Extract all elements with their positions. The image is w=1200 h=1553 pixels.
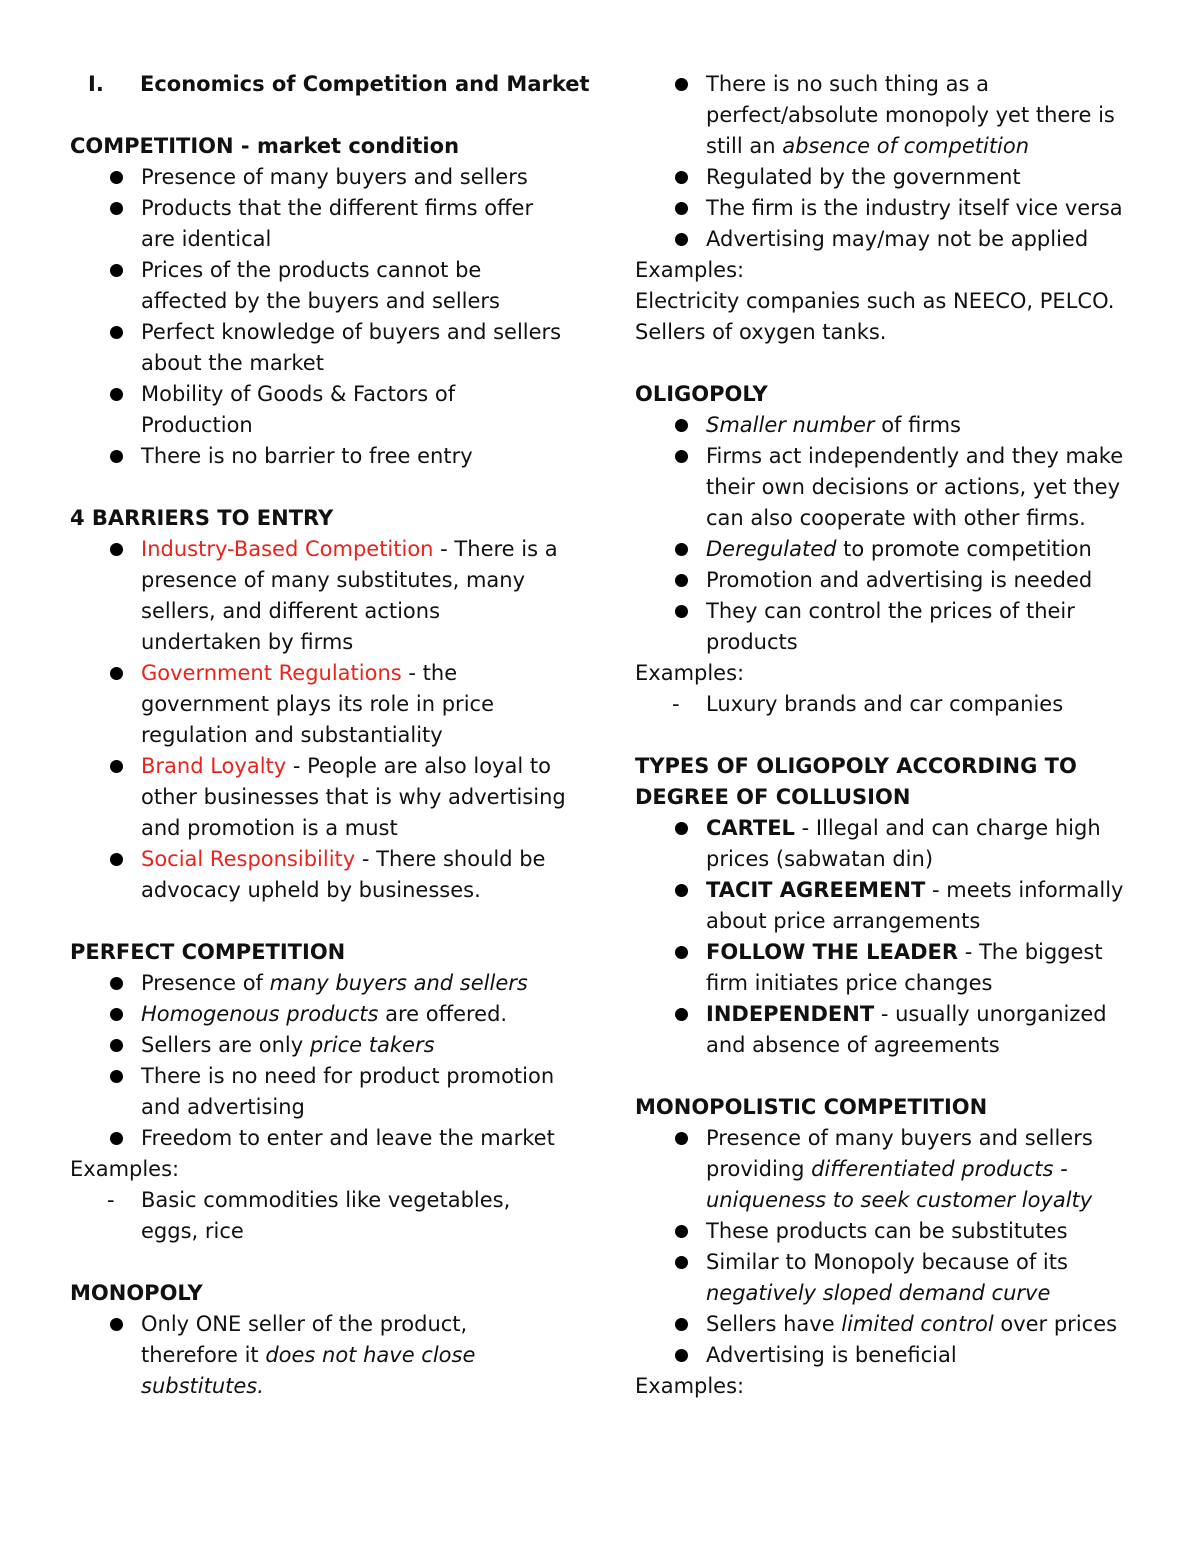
bullet-icon (675, 574, 688, 587)
list-item: Mobility of Goods & Factors of (70, 379, 570, 410)
list-item-continuation: uniqueness to seek customer loyalty (706, 1188, 1093, 1212)
list-item-continuation: undertaken by firms (141, 630, 354, 654)
bullet-icon (675, 450, 688, 463)
monopolistic-heading: MONOPOLISTIC COMPETITION (635, 1095, 988, 1119)
oligopoly-heading: OLIGOPOLY (635, 382, 768, 406)
bullet-icon (110, 1132, 123, 1145)
bullet-icon (110, 1070, 123, 1083)
bullet-icon (110, 1008, 123, 1021)
bullet-icon (675, 605, 688, 618)
list-item: Sellers have limited control over prices (635, 1309, 1135, 1340)
oligopoly-types-heading-cont: DEGREE OF COLLUSION (635, 785, 911, 809)
list-item-continuation: negatively sloped demand curve (706, 1281, 1051, 1305)
title-text: Economics of Competition and Market (140, 72, 590, 96)
list-item-continuation: sellers, and different actions (141, 599, 441, 623)
example-text: Electricity companies such as NEECO, PELCO. (635, 289, 1115, 313)
examples-label: Examples: (70, 1157, 180, 1181)
list-item: Sellers are only price takers (70, 1030, 570, 1061)
list-item: Smaller number of firms (635, 410, 1135, 441)
bullet-icon (675, 419, 688, 432)
list-item-continuation: perfect/absolute monopoly yet there is (706, 103, 1115, 127)
list-item-continuation: and advertising (141, 1095, 305, 1119)
list-item: Firms act independently and they make (635, 441, 1135, 472)
bullet-icon (675, 1256, 688, 1269)
list-item-continuation: regulation and substantiality (141, 723, 443, 747)
list-item-continuation: other businesses that is why advertising (141, 785, 566, 809)
list-item: There is no such thing as a (635, 69, 1135, 100)
list-item: TACIT AGREEMENT - meets informally (635, 875, 1135, 906)
bullet-icon (675, 822, 688, 835)
list-item: Advertising is beneficial (635, 1340, 1135, 1371)
barrier-term: Brand Loyalty (141, 754, 287, 778)
bullet-icon (675, 233, 688, 246)
bullet-icon (675, 78, 688, 91)
list-item-continuation: affected by the buyers and sellers (141, 289, 500, 313)
list-item: CARTEL - Illegal and can charge high (635, 813, 1135, 844)
list-item-continuation: government plays its role in price (141, 692, 494, 716)
list-item: Deregulated to promote competition (635, 534, 1135, 565)
list-item: The firm is the industry itself vice versa (635, 193, 1135, 224)
list-item: Presence of many buyers and sellers (70, 968, 570, 999)
list-item: They can control the prices of their (635, 596, 1135, 627)
bullet-icon (675, 1225, 688, 1238)
bullet-icon (675, 884, 688, 897)
example-text: Sellers of oxygen tanks. (635, 320, 887, 344)
list-item: Advertising may/may not be applied (635, 224, 1135, 255)
list-item: Freedom to enter and leave the market (70, 1123, 570, 1154)
barrier-term: Industry-Based Competition (141, 537, 434, 561)
list-item-continuation: their own decisions or actions, yet they (706, 475, 1121, 499)
bullet-icon (110, 667, 123, 680)
bullet-icon (675, 171, 688, 184)
list-item: There is no barrier to free entry (70, 441, 570, 472)
document-title (70, 69, 590, 100)
oligopoly-types-heading: TYPES OF OLIGOPOLY ACCORDING TO (635, 754, 1077, 778)
list-item: Social Responsibility - There should be (70, 844, 570, 875)
list-item: Brand Loyalty - People are also loyal to (70, 751, 570, 782)
list-item: INDEPENDENT - usually unorganized (635, 999, 1135, 1030)
barriers-heading: 4 BARRIERS TO ENTRY (70, 506, 334, 530)
list-item-continuation: prices (sabwatan din) (706, 847, 934, 871)
examples-label: Examples: (635, 661, 745, 685)
examples-label: Examples: (635, 258, 745, 282)
bullet-icon (110, 450, 123, 463)
bullet-icon (675, 1318, 688, 1331)
list-item: Similar to Monopoly because of its (635, 1247, 1135, 1278)
list-item: Products that the different firms offer (70, 193, 570, 224)
list-item: Presence of many buyers and sellers (635, 1123, 1135, 1154)
competition-heading: COMPETITION - market condition (70, 134, 460, 158)
list-item-continuation: Production (141, 413, 253, 437)
bullet-icon (110, 388, 123, 401)
list-item-continuation: about the market (141, 351, 324, 375)
bullet-icon (110, 264, 123, 277)
list-item: Homogenous products are offered. (70, 999, 570, 1030)
bullet-icon (675, 1132, 688, 1145)
list-item-continuation: and promotion is a must (141, 816, 398, 840)
example-continuation: eggs, rice (141, 1219, 244, 1243)
list-item: There is no need for product promotion (70, 1061, 570, 1092)
list-item: Regulated by the government (635, 162, 1135, 193)
bullet-icon (110, 171, 123, 184)
monopoly-heading: MONOPOLY (70, 1281, 203, 1305)
list-item-continuation: are identical (141, 227, 272, 251)
list-item-continuation: presence of many substitutes, many (141, 568, 526, 592)
list-item: Only ONE seller of the product, (70, 1309, 570, 1340)
list-item-continuation: and absence of agreements (706, 1033, 1000, 1057)
list-item-continuation: products (706, 630, 798, 654)
list-item: Promotion and advertising is needed (635, 565, 1135, 596)
list-item: Government Regulations - the (70, 658, 570, 689)
list-item: Presence of many buyers and sellers (70, 162, 570, 193)
bullet-icon (110, 326, 123, 339)
perfect-competition-heading: PERFECT COMPETITION (70, 940, 346, 964)
list-item-continuation: substitutes. (141, 1374, 264, 1398)
bullet-icon (675, 946, 688, 959)
left-column (70, 69, 590, 1402)
list-item-continuation: firm initiates price changes (706, 971, 993, 995)
list-item: FOLLOW THE LEADER - The biggest (635, 937, 1135, 968)
list-item-continuation: providing differentiated products - (706, 1157, 1068, 1181)
list-item-continuation: advocacy upheld by businesses. (141, 878, 481, 902)
list-item: Perfect knowledge of buyers and sellers (70, 317, 570, 348)
list-item-continuation: still an absence of competition (706, 134, 1030, 158)
barrier-term: Government Regulations (141, 661, 402, 685)
bullet-icon (675, 1349, 688, 1362)
list-item: Industry-Based Competition - There is a (70, 534, 570, 565)
bullet-icon (110, 760, 123, 773)
bullet-icon (110, 853, 123, 866)
bullet-icon (110, 543, 123, 556)
example-item: - Luxury brands and car companies (672, 692, 1064, 716)
list-item-continuation: can also cooperate with other firms. (706, 506, 1086, 530)
bullet-icon (675, 543, 688, 556)
bullet-icon (110, 977, 123, 990)
examples-label: Examples: (635, 1374, 745, 1398)
bullet-icon (110, 1039, 123, 1052)
bullet-icon (110, 1318, 123, 1331)
bullet-icon (675, 1008, 688, 1021)
example-item: - Basic commodities like vegetables, (107, 1188, 511, 1212)
right-column (635, 69, 1135, 1402)
barrier-term: Social Responsibility (141, 847, 356, 871)
title-numeral: I. (88, 72, 104, 96)
list-item: These products can be substitutes (635, 1216, 1135, 1247)
bullet-icon (675, 202, 688, 215)
bullet-icon (110, 202, 123, 215)
list-item: Prices of the products cannot be (70, 255, 570, 286)
list-item-continuation: therefore it does not have close (141, 1343, 476, 1367)
list-item-continuation: about price arrangements (706, 909, 981, 933)
